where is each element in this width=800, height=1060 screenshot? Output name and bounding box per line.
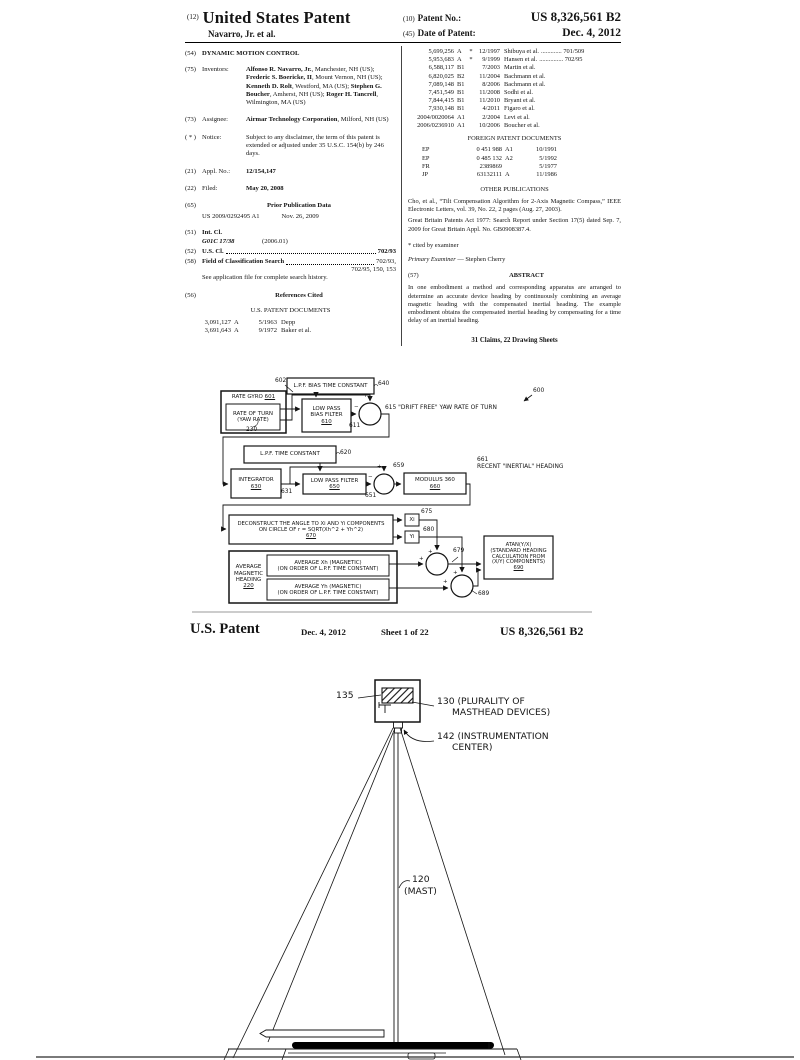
ref-class — [535, 64, 537, 72]
field-num-10: (10) — [403, 15, 415, 23]
integrator-box: INTEGRATOR 630 — [238, 477, 274, 490]
ref-date: 8/2006 — [482, 80, 500, 88]
reference-row — [408, 89, 621, 97]
ref-date: 5/1963 — [258, 319, 277, 327]
rate-of-turn-box: RATE OF TURN (YAW RATE) — [232, 410, 274, 423]
inventor-segment: Roger H. Tancrell — [326, 90, 377, 98]
int-cl-year: (2006.01) — [262, 237, 288, 245]
field-num: (54) — [185, 50, 196, 57]
inventor-segment: Alfonso R. Navarro, Jr. — [246, 66, 312, 74]
ref-kind: A — [457, 48, 462, 55]
ref-kind: A — [234, 327, 239, 335]
doc-kind: A2 — [505, 154, 513, 162]
reference-row — [408, 122, 621, 130]
leader-142 — [404, 730, 434, 742]
ref-120-mast: (MAST) — [404, 886, 437, 897]
ref-130-line2: MASTHEAD DEVICES) — [452, 707, 551, 718]
sheet-patent-number: US 8,326,561 B2 — [500, 624, 584, 638]
primary-examiner-label: Primary Examiner — [408, 255, 456, 263]
ref-kind: B2 — [457, 72, 465, 80]
sheet-us-patent: U.S. Patent — [190, 621, 260, 637]
ref-142-line1: 142 (INSTRUMENTATION — [437, 731, 549, 742]
ref-number: 3,691,643 — [204, 327, 231, 335]
inventor-segment: Stephen G. Boucher — [246, 82, 382, 98]
patent-number: US 8,326,561 B2 — [530, 9, 621, 24]
ref-number: 2004/0020064 — [417, 113, 454, 121]
country-code: EP — [422, 154, 430, 162]
foreign-document-row — [422, 163, 621, 171]
ref-135: 135 — [336, 690, 354, 701]
ref-star: * — [469, 48, 473, 55]
doc-kind: A1 — [505, 146, 513, 154]
assignee-label: Assignee: — [202, 116, 229, 124]
reference-row — [185, 319, 396, 327]
ref-class: ............. 701/509 — [540, 48, 585, 55]
sheet-date: Dec. 4, 2012 — [301, 627, 346, 637]
ref-name: Hansen et al. — [504, 56, 538, 64]
inventors-label: Inventors: — [202, 66, 229, 74]
doc-date: 11/1986 — [536, 171, 557, 179]
ref-661: 661 RECENT "INERTIAL" HEADING — [477, 457, 564, 470]
ref-name: Bachmann et al. — [504, 80, 546, 88]
inventor-segment: , Westford, MA (US); — [291, 82, 351, 90]
ref-date: 7/2003 — [482, 64, 500, 72]
yi-box: Yi — [409, 533, 415, 540]
claims-summary: 31 Claims, 22 Drawing Sheets — [471, 337, 558, 345]
ref-class — [311, 327, 313, 335]
ref-date: 2/2004 — [482, 113, 500, 121]
reference-row — [408, 56, 621, 64]
forestay-line — [233, 728, 393, 1058]
xi-box: Xi — [409, 516, 415, 523]
plus-sign: + — [419, 556, 424, 562]
mast-line — [394, 733, 398, 1049]
ref-class — [533, 89, 535, 97]
country-code: EP — [422, 146, 430, 154]
plus-sign: + — [363, 393, 368, 399]
inner-stay-line — [268, 728, 395, 1042]
ref-kind: B1 — [457, 64, 465, 72]
low-pass-bias-filter-box: LOW PASS BIAS FILTER 610 — [310, 406, 343, 425]
ref-kind: B1 — [457, 80, 465, 88]
ref-kind: A — [234, 319, 239, 327]
average-magnetic-heading-label: AVERAGE MAGNETIC HEADING 220 — [233, 564, 264, 590]
reference-row — [408, 105, 621, 113]
ref-631: 631 — [281, 489, 293, 495]
field-search-label: Field of Classification Search — [202, 257, 285, 265]
primary-examiner-name: — Stephen Cherry — [455, 255, 506, 263]
sailboat-drawing — [36, 680, 794, 1060]
ref-name: Shibuya et al. — [504, 48, 539, 55]
doc-number: 63132111 — [476, 171, 502, 179]
ref-number: 7,451,549 — [428, 89, 454, 97]
right-reference-list — [408, 48, 621, 130]
ref-659: 659 — [393, 463, 405, 469]
atan-box: ATAN(Y/X) (STANDARD HEADING CALCULATION FROM (X/Y) COMPONENTS) 690 — [490, 541, 547, 572]
reference-row — [408, 64, 621, 72]
ref-615-drift-free: 615 "DRIFT FREE" YAW RATE OF TURN — [385, 405, 497, 411]
page-title: United States Patent — [202, 8, 351, 27]
front-page-right-column — [402, 46, 621, 346]
invention-title: DYNAMIC MOTION CONTROL — [202, 50, 300, 57]
inventor-segment: , Amherst, NH (US); — [269, 90, 327, 98]
inventors-list — [246, 66, 396, 107]
inventor-segment: Kenneth D. Rolt — [246, 82, 292, 90]
ref-675: 675 — [421, 509, 433, 515]
us-patent-documents-title: U.S. PATENT DOCUMENTS — [250, 306, 331, 314]
ref-date: 9/1972 — [258, 327, 277, 335]
field-num: (56) — [185, 291, 196, 299]
reference-row — [408, 73, 621, 81]
dotted-leader — [286, 258, 374, 265]
doc-date: 10/1991 — [536, 146, 557, 154]
ref-name: Baker et al. — [281, 327, 312, 335]
ref-date: 4/2011 — [482, 105, 500, 113]
int-cl-label: Int. Cl. — [202, 229, 222, 237]
reference-row — [408, 114, 621, 122]
ref-number: 3,091,127 — [204, 319, 231, 327]
field-num: (21) — [185, 168, 196, 176]
field-num-57: (57) — [408, 272, 419, 280]
inventor-segment: , Wilmington, MA (US) — [246, 90, 379, 107]
ref-date: 10/2006 — [479, 121, 500, 129]
field-num: (65) — [185, 201, 196, 209]
sheet-header — [0, 616, 800, 646]
minus-sign: − — [368, 474, 373, 480]
masthead-device-hatched — [382, 688, 413, 703]
plus-sign: + — [443, 579, 448, 585]
us-cl-value: 702/93 — [377, 247, 396, 255]
abstract-text: In one embodiment a method and corresponding apparatus are arranged to determine an accurate device heading by continuously combining an average magnetic heading with the compensated inertial heading. The example embodiment obtains the compensated inertial heading by compensating for a time delay of an inertial heading. — [408, 284, 621, 325]
ref-date: 12/1997 — [479, 48, 500, 55]
doc-number: 0 451 988 — [476, 146, 502, 154]
inventor-segment: Frederic S. Boericke, II — [246, 74, 312, 82]
ref-651: 651 — [365, 493, 377, 499]
us-cl-label: U.S. Cl. — [202, 247, 224, 255]
ref-611: 611 — [349, 423, 361, 429]
ref-142-line2: CENTER) — [452, 742, 493, 753]
patent-authors: Navarro, Jr. et al. — [208, 29, 276, 39]
bimini-bar — [292, 1042, 494, 1049]
instrumentation-center — [394, 722, 403, 728]
prior-publication-title: Prior Publication Data — [267, 201, 331, 209]
field-num: (52) — [185, 247, 196, 255]
ref-class — [535, 105, 537, 113]
field-num: (22) — [185, 184, 196, 192]
ref-120: 120 — [412, 874, 430, 885]
field-num: (58) — [185, 257, 196, 265]
boom — [260, 1030, 384, 1037]
ref-name: Levi et al. — [504, 113, 530, 121]
date-of-patent-label: Date of Patent: — [417, 28, 476, 38]
average-xh-box: AVERAGE Xh (MAGNETIC) (ON ORDER OF L.P.F. TIME CONSTANT) — [277, 559, 379, 572]
rate-gyro-box-title: RATE GYRO 601 — [231, 394, 276, 401]
reference-row — [408, 97, 621, 105]
cited-by-examiner: * cited by examiner — [408, 241, 459, 249]
modulus-360-box: MODULUS 360 660 — [415, 477, 455, 490]
notice-text: Subject to any disclaimer, the term of this patent is extended or adjusted under 35 U.S.C. 154(b) by 246 days. — [246, 133, 384, 158]
ref-679: 679 — [453, 548, 465, 554]
filed-date: May 20, 2008 — [246, 184, 284, 192]
appl-no: 12/154,147 — [246, 168, 276, 176]
low-pass-filter-box: LOW PASS FILTER 650 — [310, 477, 359, 490]
field-num: ( * ) — [185, 133, 196, 141]
assignee-location: , Milford, NH (US) — [337, 116, 389, 124]
ref-kind: A1 — [457, 113, 465, 121]
lpf-time-constant-box: L.P.F. TIME CONSTANT — [260, 451, 320, 458]
country-code: JP — [422, 171, 429, 179]
ref-620: 620 — [340, 450, 352, 456]
field-search-value: 702/93, — [376, 257, 396, 265]
ref-kind: B1 — [457, 97, 465, 105]
ref-kind: A — [457, 56, 462, 64]
front-page-left-column — [185, 46, 401, 346]
ref-number: 5,699,256 — [428, 48, 454, 55]
reference-row — [185, 327, 396, 335]
ref-kind: B1 — [457, 105, 465, 113]
appl-no-label: Appl. No.: — [202, 168, 231, 176]
foreign-documents-title: FOREIGN PATENT DOCUMENTS — [467, 135, 562, 143]
notice-label: Notice: — [202, 133, 222, 141]
field-num: (75) — [185, 66, 196, 74]
ref-class — [535, 97, 537, 105]
ref-name: Depp — [281, 319, 296, 327]
ref-name: Boucher et al. — [504, 121, 540, 129]
minus-sign: − — [354, 404, 359, 410]
ref-600: 600 — [533, 388, 545, 394]
ref-name: Bachmann et al. — [504, 72, 546, 80]
plus-sign: + — [453, 570, 458, 576]
patent-no-label: Patent No.: — [417, 13, 462, 23]
ref-number: 6,588,117 — [428, 64, 454, 72]
ref-kind: B1 — [457, 89, 465, 97]
header-left — [187, 8, 351, 39]
ref-name: Martin et al. — [504, 64, 536, 72]
header-rule — [185, 42, 621, 43]
publication-2: Great Britain Patents Act 1977: Search Report under Section 17(5) dated Sep. 7, 2009 for Great Britain Appl. No. GB0908387.4. — [408, 217, 621, 233]
ref-date: 11/2008 — [479, 89, 500, 97]
lpf-bias-time-constant-box: L.P.F. BIAS TIME CONSTANT — [293, 382, 368, 389]
dotted-leader — [226, 248, 376, 255]
ref-class — [545, 73, 547, 81]
foreign-document-list — [408, 146, 621, 180]
field-search-value-2: 702/95, 150, 153 — [351, 266, 396, 274]
abstract-title: ABSTRACT — [509, 272, 544, 280]
ref-number: 2006/0236910 — [417, 121, 454, 129]
ref-130-line1: 130 (PLURALITY OF — [437, 696, 525, 707]
field-num-45: (45) — [403, 30, 415, 38]
ref-number: 6,820,025 — [428, 72, 454, 80]
ref-number: 7,089,148 — [428, 80, 454, 88]
references-cited-title: References Cited — [275, 291, 323, 299]
ref-class: ............... 702/95 — [539, 56, 583, 64]
summing-junction-659 — [374, 474, 394, 494]
ref-class — [530, 114, 532, 122]
field-num: (51) — [185, 229, 196, 237]
assignee-name: Airmar Technology Corporation — [246, 116, 338, 124]
ref-name: Sodhi et al. — [504, 89, 533, 97]
field-num: (73) — [185, 116, 196, 124]
int-cl-code: G01C 17/38 — [202, 237, 235, 245]
primary-examiner-line — [408, 256, 621, 264]
ref-230: 230 — [246, 427, 258, 433]
summing-junction-615 — [359, 403, 381, 425]
ref-name: Figaro et al. — [504, 105, 535, 113]
plus-sign: + — [428, 549, 433, 555]
ref-date: 11/2004 — [479, 72, 500, 80]
ref-640: 640 — [378, 381, 390, 387]
field-search-note: See application file for complete search history. — [202, 274, 328, 282]
date-of-patent: Dec. 4, 2012 — [562, 27, 621, 39]
plus-sign: + — [377, 464, 382, 470]
header-right — [403, 9, 621, 39]
publication-date: Nov. 26, 2009 — [281, 213, 319, 221]
ref-602: 602 — [275, 378, 287, 384]
doc-kind — [502, 163, 521, 171]
foreign-document-row — [422, 146, 621, 154]
foreign-document-row — [422, 171, 621, 179]
publication-number: US 2009/0292495 A1 — [202, 213, 260, 221]
foreign-document-row — [422, 155, 621, 163]
reference-row — [408, 48, 621, 56]
doc-date: 5/1977 — [539, 163, 557, 171]
filed-label: Filed: — [202, 184, 218, 192]
doc-number: 2389869 — [479, 163, 502, 171]
ref-680: 680 — [423, 527, 435, 533]
ref-star: * — [469, 56, 473, 64]
doc-number: 0 485 132 — [476, 154, 502, 162]
ref-number: 5,953,683 — [428, 56, 454, 64]
ref-class — [295, 319, 297, 327]
country-code: FR — [422, 163, 430, 171]
assignee — [246, 116, 396, 124]
summing-junction-679 — [426, 553, 448, 575]
ref-date: 9/1999 — [482, 56, 500, 64]
inventor-segment: , Mount Vernon, NH (US); — [311, 74, 383, 82]
deck-vent — [408, 1053, 435, 1059]
ref-689: 689 — [478, 591, 490, 597]
ref-date: 11/2010 — [479, 97, 500, 105]
reference-row — [408, 81, 621, 89]
doc-date: 5/1992 — [539, 154, 557, 162]
summing-junction-689 — [451, 575, 473, 597]
other-publications-title: OTHER PUBLICATIONS — [480, 185, 549, 193]
average-yh-box: AVERAGE Yh (MAGNETIC) (ON ORDER OF L.P.F. TIME CONSTANT) — [277, 583, 379, 596]
doc-kind: A — [505, 171, 510, 179]
ref-class — [540, 122, 542, 130]
ref-kind: A1 — [457, 121, 465, 129]
deconstruct-angle-box: DECONSTRUCT THE ANGLE TO Xi AND Yi COMPONENTS ON CIRCLE OF r = SQRT(Xh^2 + Yh^2) 670 — [237, 520, 385, 539]
inventor-segment: , Manchester, NH (US); — [311, 66, 375, 74]
sheet-number: Sheet 1 of 22 — [381, 627, 429, 637]
ref-number: 7,930,148 — [428, 105, 454, 113]
ref-class — [545, 81, 547, 89]
publication-1: Cho, et al., “Tilt Compensation Algorithm for 2-Axis Magnetic Compass,” IEEE Electronic Letters, vol. 39, No. 22, 2 pages (Aug. 27, 2003). — [408, 198, 621, 214]
ref-number: 7,844,415 — [428, 97, 454, 105]
field-num-12: (12) — [187, 13, 199, 21]
ref-name: Bryant et al. — [504, 97, 536, 105]
left-reference-list — [185, 319, 396, 335]
